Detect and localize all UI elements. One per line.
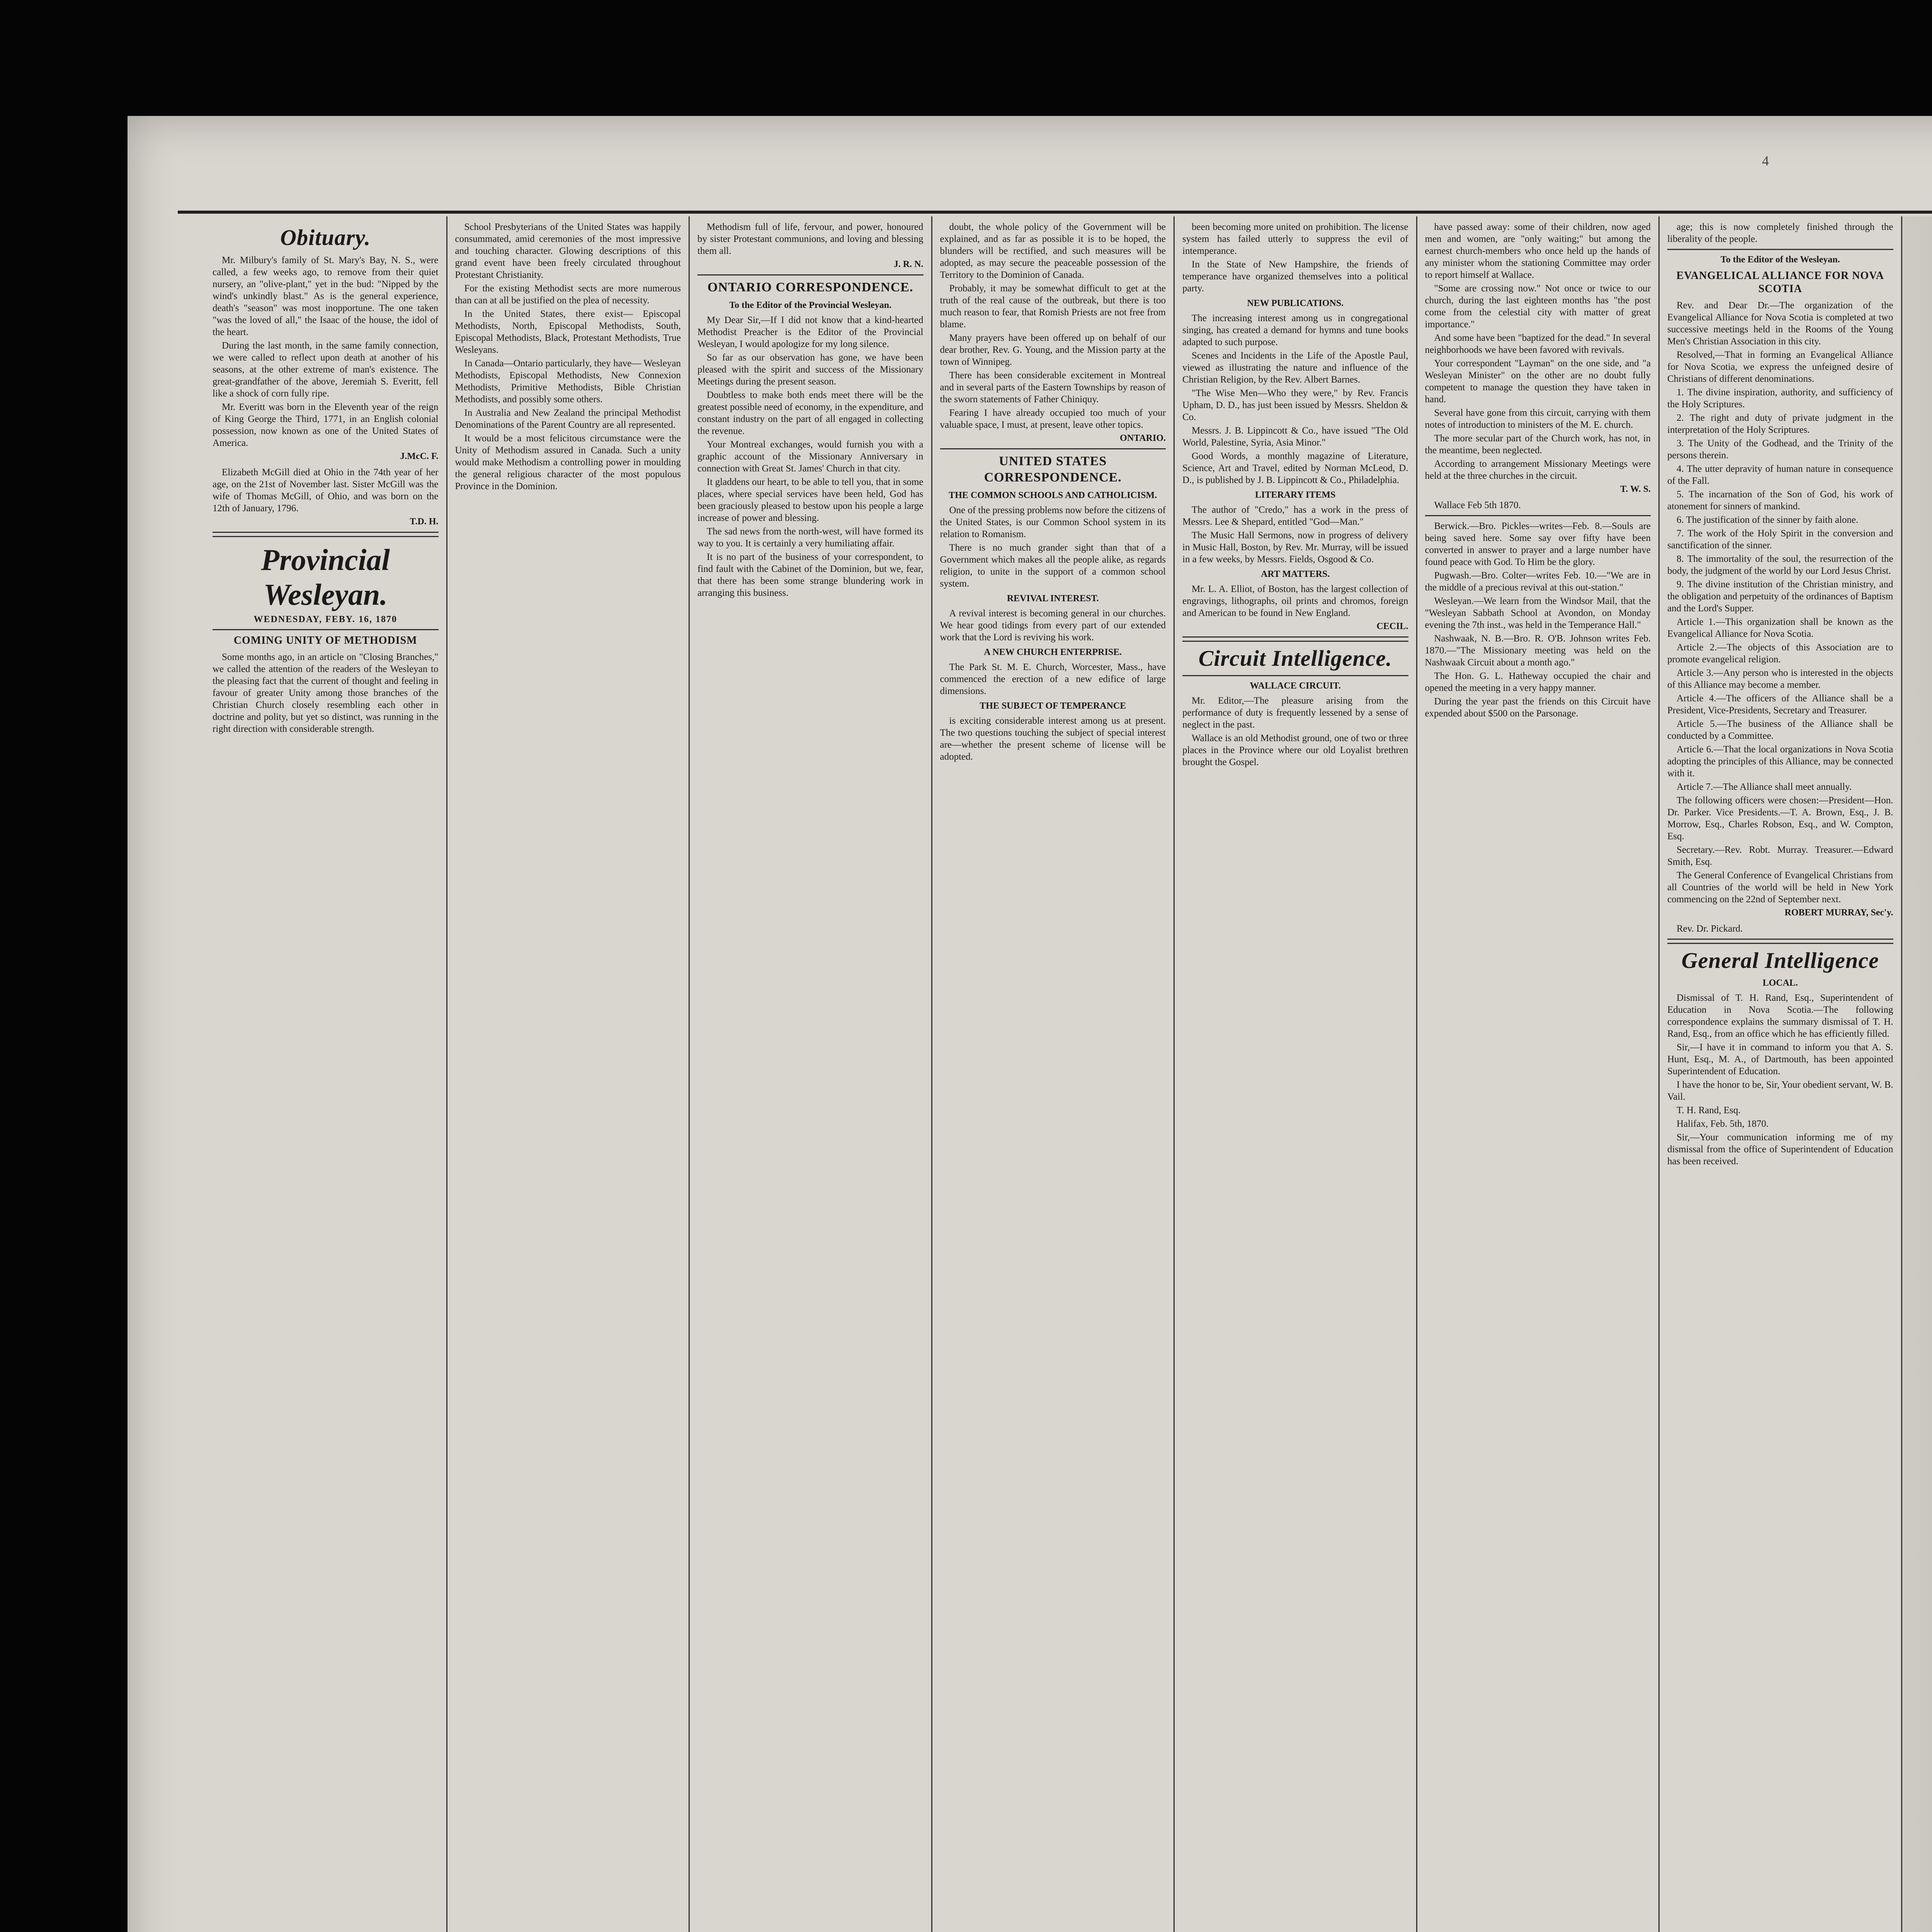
alliance-article: Article 7.—The Alliance shall meet annually. bbox=[1677, 782, 1852, 792]
literary-items-subheading: LITERARY ITEMS bbox=[1255, 490, 1336, 500]
circuit-intelligence-heading: Circuit Intelligence. bbox=[1198, 646, 1392, 671]
column-7 bbox=[1660, 216, 1902, 1932]
circuit-dateline: Wallace Feb 5th 1870. bbox=[1434, 500, 1521, 510]
local-paragraph: Sir,—Your communication informing me of my dismissal from the office of Superintendent of Education has been received. bbox=[1667, 1132, 1893, 1167]
correspondence-paragraph: In the State of New Hampshire, the friends of temperance have organized themselves into a political party. bbox=[1182, 259, 1408, 294]
revival-subheading: REVIVAL INTEREST. bbox=[1007, 594, 1099, 604]
circuit-paragraph: Wallace is an old Methodist ground, one of two or three places in the Province where our old Loyalist brethren brought the Gospel. bbox=[1182, 733, 1408, 767]
circuit-paragraph: Mr. Editor,—The pleasure arising from the performance of duty is frequently lessened by a sense of neglect in the past. bbox=[1182, 696, 1408, 730]
alliance-paragraph: Resolved,—That in forming an Evangelical Alliance for Nova Scotia, we express the unfeigned desire of Christians of different denominations. bbox=[1667, 350, 1893, 384]
circuit-paragraph: Your correspondent "Layman" on the one side, and "a Wesleyan Minister" on the other are no doubt fully competent to manage the question they have taken in hand. bbox=[1425, 358, 1651, 405]
circuit-report: The Hon. G. L. Hatheway occupied the chair and opened the meeting in a very happy manner. bbox=[1425, 671, 1651, 693]
alliance-article: Article 6.—That the local organizations in Nova Scotia adopting the principles of this Alliance, may be connected with it. bbox=[1667, 744, 1893, 779]
section-divider bbox=[1667, 939, 1893, 944]
obituary-signature: T.D. H. bbox=[410, 517, 439, 527]
page-number: 4 bbox=[1762, 153, 1769, 168]
church-enterprise-subheading: A NEW CHURCH ENTERPRISE. bbox=[984, 647, 1122, 657]
editorial-paragraph: It would be a most felicitous circumstance were the Unity of Methodism assured in Canada. Such a unity would make Methodism a controlling power in moulding the general religious character of the most populous Province in the Dominion. bbox=[455, 433, 681, 492]
letter-salutation: To the Editor of the Wesleyan. bbox=[1720, 255, 1840, 265]
alliance-article: Article 2.—The objects of this Association are to promote evangelical religion. bbox=[1667, 642, 1893, 665]
alliance-article: 5. The incarnation of the Son of God, his work of atonement for sinners of mankind. bbox=[1667, 489, 1893, 512]
column-4 bbox=[932, 216, 1175, 1932]
circuit-paragraph: Several have gone from this circuit, carrying with them notes of introduction to ministers of the M. E. church. bbox=[1425, 408, 1651, 430]
local-paragraph: I have the honor to be, Sir, Your obedient servant, W. B. Vail. bbox=[1667, 1080, 1893, 1102]
column-3 bbox=[690, 216, 932, 1932]
circuit-paragraph: According to arrangement Missionary Meetings were held at the three churches in the circuit. bbox=[1425, 459, 1651, 481]
new-publications-subheading: NEW PUBLICATIONS. bbox=[1247, 298, 1344, 308]
editorial-heading: COMING UNITY OF METHODISM bbox=[233, 634, 417, 646]
alliance-article: 9. The divine institution of the Christian ministry, and the obligation and perpetuity of the ordinances of Baptism and the Lord's Supper. bbox=[1667, 579, 1893, 614]
evangelical-alliance-heading: EVANGELICAL ALLIANCE FOR NOVA SCOTIA bbox=[1676, 270, 1884, 295]
section-divider bbox=[1182, 675, 1408, 676]
wallace-circuit-subheading: WALLACE CIRCUIT. bbox=[1250, 681, 1341, 691]
correspondence-paragraph: One of the pressing problems now before the citizens of the United States, is our Common School system in its relation to Romanism. bbox=[940, 505, 1166, 539]
correspondence-paragraph: It gladdens our heart, to be able to tell you, that in some places, where special services have been held, God has been graciously pleased to bestow upon his people a large increase of power and blessing. bbox=[697, 477, 923, 523]
circuit-paragraph: The more secular part of the Church work, has not, in the meantime, been neglected. bbox=[1425, 433, 1651, 456]
section-divider bbox=[1182, 636, 1408, 642]
publication-paragraph: The increasing interest among us in congregational singing, has created a demand for hymns and tune books adapted to such purpose. bbox=[1182, 313, 1408, 347]
editorial-paragraph: In the United States, there exist— Episcopal Methodists, North, Episcopal Methodists, South, Episcopal Methodists, Black, Protestant Methodists, True Wesleyans. bbox=[455, 309, 681, 355]
local-subheading: LOCAL. bbox=[1762, 978, 1798, 988]
correspondence-paragraph: There is no much grander sight than that of a Government which makes all the people alike, as regards religion, to unite in the support of a common school system. bbox=[940, 543, 1166, 589]
alliance-article: Article 3.—Any person who is interested in the objects of this Alliance may become a member. bbox=[1667, 668, 1893, 690]
alliance-article: The following officers were chosen:—President—Hon. Dr. Parker. Vice Presidents.—T. A. Brown, Esq., J. B. Morrow, Esq., Charles Robson, Esq., and W. Compton, Esq. bbox=[1667, 795, 1893, 842]
publication-paragraph: Messrs. J. B. Lippincott & Co., have issued "The Old World, Palestine, Syria, Asia Minor." bbox=[1182, 425, 1408, 448]
section-divider bbox=[940, 448, 1166, 449]
alliance-article: Article 1.—This organization shall be known as the Evangelical Alliance for Nova Scotia. bbox=[1667, 617, 1893, 639]
column-2 bbox=[447, 216, 690, 1932]
editorial-paragraph: In Canada—Ontario particularly, they have— Wesleyan Methodists, Episcopal Methodists, New Connexion Methodists, Primitive Methodists, Bible Christian Methodists, and possibly some others. bbox=[455, 358, 681, 405]
column-6 bbox=[1417, 216, 1660, 1932]
local-paragraph: Sir,—I have it in command to inform you that A. S. Hunt, Esq., M. A., of Dartmouth, has been appointed Superintendent of Education. bbox=[1667, 1042, 1893, 1077]
obituary-paragraph: Elizabeth McGill died at Ohio in the 74th year of her age, on the 21st of November last. Sister McGill was the wife of Thomas McGill, of Ohio, and was born on the 12th of January, 1796. bbox=[213, 467, 439, 514]
literary-paragraph: The Music Hall Sermons, now in progress of delivery in Music Hall, Boston, by Rev. Mr. Murray, will be issued in a few weeks, by Messrs. Fields, Osgood & Co. bbox=[1182, 530, 1408, 565]
obituary-signature: J.McC. F. bbox=[400, 451, 439, 461]
alliance-article: 6. The justification of the sinner by faith alone. bbox=[1677, 515, 1859, 525]
column-5 bbox=[1175, 216, 1417, 1932]
correspondence-paragraph: Probably, it may be somewhat difficult to get at the truth of the real cause of the outbreak, but there is too much reason to fear, that Romish Priests are not free from blame. bbox=[940, 283, 1166, 330]
editorial-signature: J. R. N. bbox=[893, 259, 923, 269]
publication-paragraph: "The Wise Men—Who they were," by Rev. Francis Upham, D. D., has just been issued by Messrs. Sheldon & Co. bbox=[1182, 388, 1408, 422]
correspondence-paragraph: So far as our observation has gone, we have been pleased with the spirit and success of the Missionary Meetings during the present season. bbox=[697, 352, 923, 387]
correspondence-signature: ONTARIO. bbox=[1120, 433, 1166, 443]
circuit-report: Nashwaak, N. B.—Bro. R. O'B. Johnson writes Feb. 1870.—"The Missionary meeting was held on the Nashwaak Circuit about a month ago." bbox=[1425, 633, 1651, 668]
circuit-report: Pugwash.—Bro. Colter—writes Feb. 10.—"We are in the middle of a precious revival at this out-station." bbox=[1425, 570, 1651, 593]
temperance-subheading: THE SUBJECT OF TEMPERANCE bbox=[980, 701, 1126, 711]
editorial-paragraph: Methodism full of life, fervour, and power, honoured by sister Protestant communions, and loving and blessing them all. bbox=[697, 222, 923, 256]
circuit-paragraph: age; this is now completely finished through the liberality of the people. bbox=[1667, 222, 1893, 244]
masthead-title: Provincial Wesleyan. bbox=[261, 543, 390, 611]
art-matters-subheading: ART MATTERS. bbox=[1261, 569, 1330, 579]
us-correspondence-heading: UNITED STATES CORRESPONDENCE. bbox=[984, 454, 1122, 485]
circuit-report: Wesleyan.—We learn from the Windsor Mail, that the "Wesleyan Sabbath School at Avondon, on Monday evening the 7th inst., was held in the Temperance Hall." bbox=[1425, 596, 1651, 630]
circuit-report: During the year past the friends on this Circuit have expended about $500 on the Parsonage. bbox=[1425, 696, 1651, 719]
column-8 bbox=[1902, 216, 1932, 1932]
art-paragraph: Mr. L. A. Elliot, of Boston, has the largest collection of engravings, lithographs, oil prints and chromos, foreign and American to be found in New England. bbox=[1182, 584, 1408, 618]
section-divider bbox=[1425, 515, 1651, 516]
obituary-heading: Obituary. bbox=[280, 225, 371, 250]
editorial-paragraph: In Australia and New Zealand the principal Methodist Denominations of the Parent Country are all represented. bbox=[455, 408, 681, 430]
obituary-paragraph: During the last month, in the same family connection, we were called to reflect upon death at another of his seasons, at the other extreme of man's existence. The great-grandfather of the above, Jeremiah S. Everitt, fell like a shock of corn fully ripe. bbox=[213, 340, 439, 399]
correspondence-paragraph: My Dear Sir,—If I did not know that a kind-hearted Methodist Preacher is the Editor of the Provincial Wesleyan, I would apologize for my long silence. bbox=[697, 315, 923, 349]
correspondence-paragraph: The sad news from the north-west, will have formed its way to you. It is certainly a very humiliating affair. bbox=[697, 526, 923, 549]
alliance-article: Article 5.—The business of the Alliance shall be conducted by a Committee. bbox=[1667, 719, 1893, 741]
alliance-article: 2. The right and duty of private judgment in the interpretation of the Holy Scriptures. bbox=[1667, 413, 1893, 435]
literary-paragraph: The author of "Credo," has a work in the press of Messrs. Lee & Shepard, entitled "God—Man." bbox=[1182, 505, 1408, 527]
ontario-correspondence-heading: ONTARIO CORRESPONDENCE. bbox=[707, 280, 913, 294]
correspondence-paragraph: Doubtless to make both ends meet there will be the greatest possible need of economy, in the expenditure, and constant industry on the part of all engaged in collecting the revenue. bbox=[697, 390, 923, 436]
alliance-article: 3. The Unity of the Godhead, and the Trinity of the persons therein. bbox=[1667, 438, 1893, 461]
circuit-paragraph: "Some are crossing now." Not once or twice to our church, during the last eighteen months has "the post come from the celestial city with matter of great importance." bbox=[1425, 283, 1651, 330]
local-paragraph: T. H. Rand, Esq. bbox=[1677, 1105, 1741, 1116]
publication-paragraph: Scenes and Incidents in the Life of the Apostle Paul, viewed as illustrating the nature and influence of the Christian Religion, by the Rev. Albert Barnes. bbox=[1182, 350, 1408, 385]
us-correspondence-subheading: THE COMMON SCHOOLS AND CATHOLICISM. bbox=[949, 490, 1157, 500]
general-intelligence-heading: General Intelligence bbox=[1681, 948, 1879, 973]
byline: Rev. Dr. Pickard. bbox=[1677, 923, 1743, 934]
section-divider bbox=[1667, 249, 1893, 250]
alliance-paragraph: Rev. and Dear Dr.—The organization of the Evangelical Alliance for Nova Scotia is completed at two successive meetings held in the Rooms of the Young Men's Christian Association in this city. bbox=[1667, 300, 1893, 347]
correspondent-signature: CECIL. bbox=[1376, 621, 1408, 631]
correspondence-paragraph: Many prayers have been offered up on behalf of our dear brother, Rev. G. Young, and the Mission party at the town of Winnipeg. bbox=[940, 333, 1166, 367]
circuit-paragraph: And some have been "baptized for the dead." In several neighborhoods we have been favored with revivals. bbox=[1425, 333, 1651, 355]
correspondence-paragraph: is exciting considerable interest among us at present. The two questions touching the subject of special interest are—whether the present scheme of license will be adopted. bbox=[940, 716, 1166, 762]
correspondence-paragraph: doubt, the whole policy of the Government will be explained, and as far as possible it is to be hoped, the blunders will be rectified, and such measures will be adopted, as may secure the peaceable possession of the Territory to the Dominion of Canada. bbox=[940, 222, 1166, 280]
section-divider bbox=[213, 532, 439, 537]
correspondence-paragraph: A revival interest is becoming general in our churches. We hear good tidings from every part of our extended work that the Lord is reviving his work. bbox=[940, 608, 1166, 643]
circuit-signature: T. W. S. bbox=[1620, 484, 1651, 494]
alliance-article: Article 4.—The officers of the Alliance shall be a President, Vice-Presidents, Secretary and Treasurer. bbox=[1667, 693, 1893, 716]
circuit-report: Berwick.—Bro. Pickles—writes—Feb. 8.—Souls are being saved here. Some say over fifty have been converted in answer to prayer and a large number have found peace with God. To Him be the glory. bbox=[1425, 521, 1651, 567]
editorial-paragraph: For the existing Methodist sects are more numerous than can at all be justified on the plea of necessity. bbox=[455, 283, 681, 306]
obituary-paragraph: Mr. Milbury's family of St. Mary's Bay, N. S., were called, a few weeks ago, to remove from their quiet nursery, an "olive-plant," yet in the bud: "Nipped by the wind's unkindly blast." As is the general experience, death's "season" was most inopportune. The one taken "was the loved of all," the Isaac of the house, the idol of the heart. bbox=[213, 255, 439, 337]
correspondence-paragraph: been becoming more united on prohibition. The license system has failed utterly to suppress the evil of intemperance. bbox=[1182, 222, 1408, 256]
header-rule bbox=[178, 211, 1932, 214]
correspondence-paragraph: The Park St. M. E. Church, Worcester, Mass., have commenced the erection of a new edifice of large dimensions. bbox=[940, 662, 1166, 696]
editorial-paragraph: Some months ago, in an article on "Closing Branches," we called the attention of the readers of the Wesleyan to the pleasing fact that the current of thought and feeling in favour of greater Unity among those branches of the Christian Church closely resembling each other in doctrine and polity, but yet so distinct, was running in the right direction with considerable strength. bbox=[213, 652, 439, 734]
circuit-paragraph: have passed away: some of their children, now aged men and women, are "only waiting;" but among the earnest church-members who once held up the hands of any minister whom the stationing Committee may order to report himself at Wallace. bbox=[1425, 222, 1651, 280]
ontario-correspondence-subheading: To the Editor of the Provincial Wesleyan. bbox=[729, 300, 892, 310]
newspaper-columns bbox=[205, 216, 1932, 1932]
section-divider bbox=[697, 274, 923, 276]
correspondence-paragraph: Fearing I have already occupied too much of your valuable space, I must, at present, leave other topics. bbox=[940, 408, 1166, 430]
local-paragraph: Dismissal of T. H. Rand, Esq., Superintendent of Education in Nova Scotia.—The following correspondence explains the summary dismissal of T. H. Rand, Esq., from an office which he has efficiently filled. bbox=[1667, 993, 1893, 1039]
column-1 bbox=[205, 216, 447, 1932]
section-divider bbox=[213, 629, 439, 630]
local-paragraph: Halifax, Feb. 5th, 1870. bbox=[1677, 1119, 1769, 1129]
correspondence-paragraph: Your Montreal exchanges, would furnish you with a graphic account of the Missionary Anniversary in connection with Great St. James' Church in that city. bbox=[697, 439, 923, 474]
correspondence-paragraph: There has been considerable excitement in Montreal and in several parts of the Eastern Townships by reason of the sworn statements of Father Chiniquy. bbox=[940, 370, 1166, 405]
correspondence-paragraph: It is no part of the business of your correspondent, to find fault with the Cabinet of the Dominion, but we, fear, that there has been some strange blundering work in arranging this business. bbox=[697, 552, 923, 598]
obituary-paragraph: Mr. Everitt was born in the Eleventh year of the reign of King George the Third, 1771, in an English colonial possession, now known as one of the United States of America. bbox=[213, 402, 439, 448]
alliance-article: 4. The utter depravity of human nature in consequence of the Fall. bbox=[1667, 464, 1893, 486]
alliance-article: 7. The work of the Holy Spirit in the conversion and sanctification of the sinner. bbox=[1667, 528, 1893, 551]
alliance-article: The General Conference of Evangelical Christians from all Countries of the world will be held in New York commencing on the 22nd of September next. bbox=[1667, 870, 1893, 905]
alliance-article: 8. The immortality of the soul, the resurrection of the body, the judgment of the world by our Lord Jesus Christ. bbox=[1667, 554, 1893, 576]
issue-date: WEDNESDAY, FEBY. 16, 1870 bbox=[253, 614, 397, 624]
alliance-article: 1. The divine inspiration, authority, and sufficiency of the Holy Scriptures. bbox=[1667, 387, 1893, 410]
publication-paragraph: Good Words, a monthly magazine of Literature, Science, Art and Travel, edited by Norman McLeod, D. D., is published by J. B. Lippincott & Co., Philadelphia. bbox=[1182, 451, 1408, 485]
alliance-signature: ROBERT MURRAY, Sec'y. bbox=[1784, 908, 1893, 918]
alliance-article: Secretary.—Rev. Robt. Murray. Treasurer.—Edward Smith, Esq. bbox=[1667, 845, 1893, 867]
editorial-paragraph: School Presbyterians of the United States was happily consummated, amid ceremonies of the most impressive and touching character. Glowing descriptions of this grand event have been freely circulated throughout Protestant Christianity. bbox=[455, 222, 681, 280]
